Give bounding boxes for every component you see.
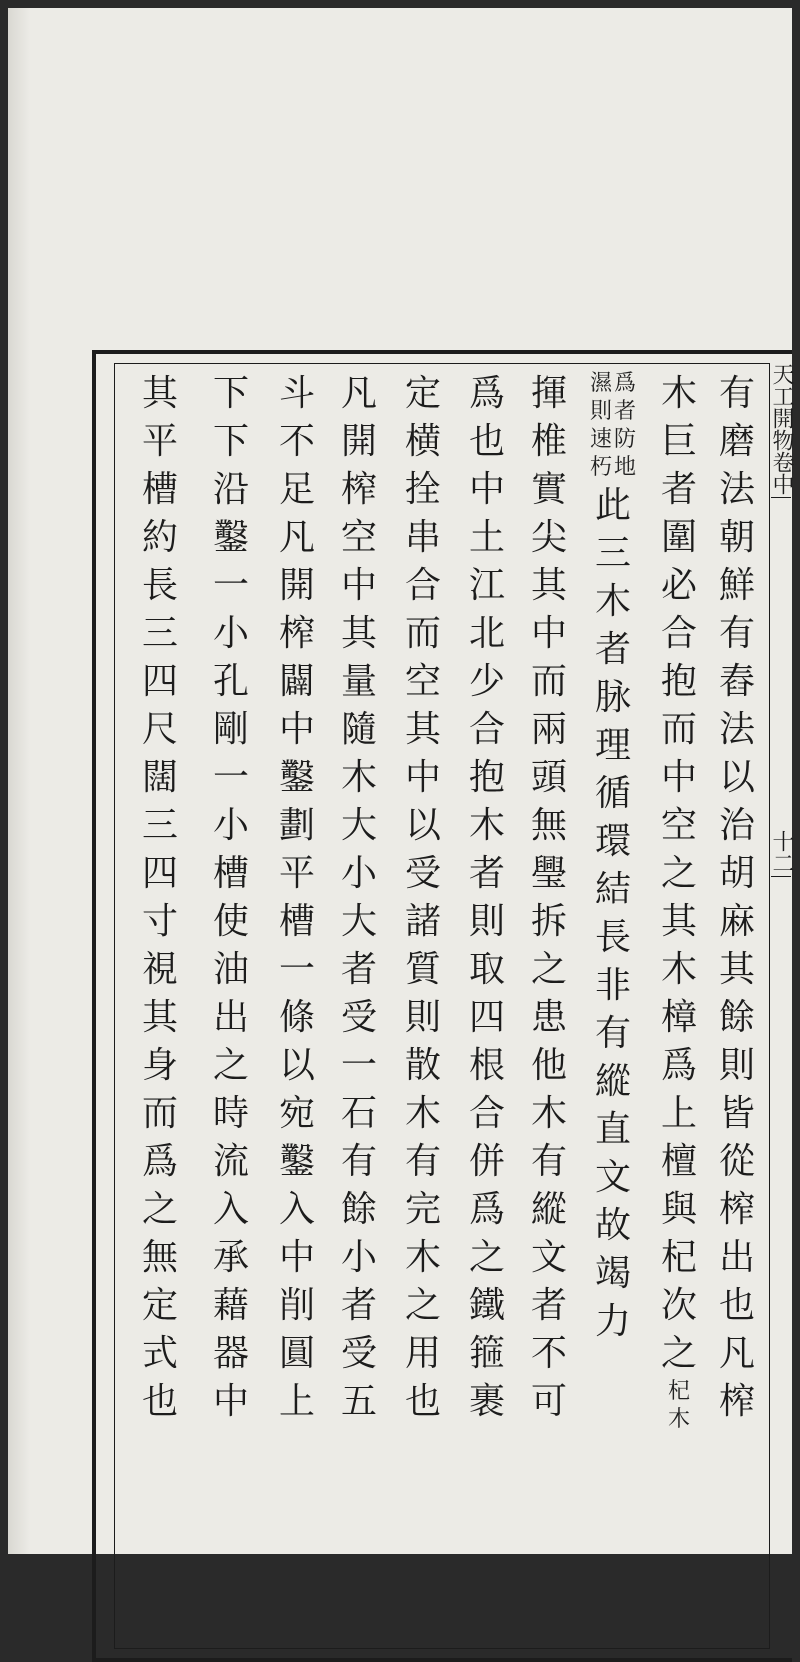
text-char: 無 xyxy=(530,805,567,846)
text-char: 抱 xyxy=(468,757,505,798)
text-char: 一 xyxy=(212,757,249,798)
text-char: 量 xyxy=(340,661,377,702)
text-char: 有 xyxy=(718,373,755,414)
page-spine-shadow xyxy=(8,8,30,1554)
text-char: 三 xyxy=(594,533,631,574)
text-char: 有 xyxy=(718,613,755,654)
text-char: 胡 xyxy=(718,853,755,894)
text-char: 木 xyxy=(530,1093,567,1134)
text-char: 而 xyxy=(404,613,441,654)
text-char: 可 xyxy=(530,1381,567,1422)
text-char: 空 xyxy=(660,805,697,846)
text-char: 凡 xyxy=(278,517,315,558)
text-char: 麻 xyxy=(718,901,755,942)
text-char: 非 xyxy=(594,965,631,1006)
gutter-volume: 卷中 xyxy=(769,451,794,495)
text-char: 劃 xyxy=(278,805,315,846)
text-char: 巨 xyxy=(660,421,697,462)
note-line xyxy=(590,370,612,482)
text-char: 開 xyxy=(340,421,377,462)
text-char: 法 xyxy=(718,709,755,750)
text-char: 串 xyxy=(404,517,441,558)
text-char: 下 xyxy=(212,373,249,414)
note-char: 者 xyxy=(614,399,637,424)
text-char: 實 xyxy=(530,469,567,510)
text-char: 身 xyxy=(141,1045,178,1086)
text-char: 定 xyxy=(141,1285,178,1326)
text-char: 也 xyxy=(141,1381,178,1422)
text-char: 江 xyxy=(468,565,505,606)
text-char: 椎 xyxy=(530,421,567,462)
text-char: 循 xyxy=(594,773,631,814)
text-column xyxy=(206,370,256,1660)
gutter-divider xyxy=(771,497,791,498)
text-char: 油 xyxy=(212,949,249,990)
text-char: 諸 xyxy=(404,901,441,942)
text-char: 之 xyxy=(530,949,567,990)
text-char: 木 xyxy=(468,805,505,846)
text-char: 之 xyxy=(141,1189,178,1230)
text-char: 杞 xyxy=(660,1237,697,1278)
note-char: 木 xyxy=(667,1407,690,1432)
text-char: 之 xyxy=(404,1285,441,1326)
text-char: 中 xyxy=(530,613,567,654)
text-char: 其 xyxy=(404,709,441,750)
text-char: 爲 xyxy=(468,1189,505,1230)
note-line xyxy=(614,370,636,482)
text-char: 闊 xyxy=(141,757,178,798)
text-char: 也 xyxy=(718,1285,755,1326)
text-char: 合 xyxy=(660,613,697,654)
text-char: 斗 xyxy=(278,373,315,414)
text-char: 法 xyxy=(718,469,755,510)
text-char: 裹 xyxy=(468,1381,505,1422)
text-char: 縱 xyxy=(530,1189,567,1230)
note-char: 速 xyxy=(589,427,612,452)
text-char: 朝 xyxy=(718,517,755,558)
text-column xyxy=(135,370,185,1660)
text-char: 尺 xyxy=(141,709,178,750)
text-char: 中 xyxy=(404,757,441,798)
text-char: 結 xyxy=(594,869,631,910)
text-char: 以 xyxy=(404,805,441,846)
text-column xyxy=(712,370,762,1660)
gutter-divider xyxy=(771,876,791,877)
text-char: 拆 xyxy=(530,901,567,942)
text-char: 大 xyxy=(340,805,377,846)
text-char: 受 xyxy=(340,997,377,1038)
text-char: 者 xyxy=(340,1285,377,1326)
text-char: 則 xyxy=(718,1045,755,1086)
text-char: 而 xyxy=(660,709,697,750)
text-char: 直 xyxy=(594,1109,631,1150)
text-char: 槽 xyxy=(212,853,249,894)
text-char: 尖 xyxy=(530,517,567,558)
text-char: 榨 xyxy=(278,613,315,654)
text-column xyxy=(462,370,512,1660)
text-char: 也 xyxy=(404,1381,441,1422)
text-char: 少 xyxy=(468,661,505,702)
text-char: 石 xyxy=(340,1093,377,1134)
text-char: 平 xyxy=(141,421,178,462)
text-char: 小 xyxy=(212,613,249,654)
text-column xyxy=(654,370,704,1660)
text-char: 拴 xyxy=(404,469,441,510)
text-char: 揮 xyxy=(530,373,567,414)
text-char: 爲 xyxy=(660,1045,697,1086)
text-char: 併 xyxy=(468,1141,505,1182)
page-gutter xyxy=(770,363,792,1649)
text-char: 榨 xyxy=(340,469,377,510)
text-char: 質 xyxy=(404,949,441,990)
text-char: 長 xyxy=(141,565,178,606)
text-char: 寸 xyxy=(141,901,178,942)
text-char: 舂 xyxy=(718,661,755,702)
text-char: 環 xyxy=(594,821,631,862)
text-char: 式 xyxy=(141,1333,178,1374)
text-char: 此 xyxy=(594,485,631,526)
text-char: 條 xyxy=(278,997,315,1038)
text-char: 皆 xyxy=(718,1093,755,1134)
text-char: 凡 xyxy=(340,373,377,414)
text-char: 以 xyxy=(718,757,755,798)
text-char: 無 xyxy=(141,1237,178,1278)
text-char: 小 xyxy=(340,1237,377,1278)
text-char: 者 xyxy=(468,853,505,894)
text-char: 爲 xyxy=(141,1141,178,1182)
text-char: 之 xyxy=(468,1237,505,1278)
text-char: 鑿 xyxy=(278,1141,315,1182)
note-line xyxy=(668,1378,690,1434)
text-char: 之 xyxy=(660,853,697,894)
note-char: 濕 xyxy=(589,371,612,396)
text-char: 承 xyxy=(212,1237,249,1278)
text-char: 中 xyxy=(660,757,697,798)
text-char: 其 xyxy=(141,373,178,414)
text-char: 餘 xyxy=(340,1189,377,1230)
text-char: 槽 xyxy=(141,469,178,510)
text-char: 理 xyxy=(594,725,631,766)
text-char: 之 xyxy=(660,1333,697,1374)
text-char: 入 xyxy=(212,1189,249,1230)
text-char: 受 xyxy=(340,1333,377,1374)
text-char: 鐵 xyxy=(468,1285,505,1326)
text-char: 定 xyxy=(404,373,441,414)
text-char: 三 xyxy=(141,805,178,846)
text-char: 隨 xyxy=(340,709,377,750)
text-char: 上 xyxy=(278,1381,315,1422)
text-char: 與 xyxy=(660,1189,697,1230)
text-char: 受 xyxy=(404,853,441,894)
text-char: 有 xyxy=(530,1141,567,1182)
text-char: 者 xyxy=(660,469,697,510)
text-char: 一 xyxy=(340,1045,377,1086)
text-char: 木 xyxy=(340,757,377,798)
text-char: 中 xyxy=(278,709,315,750)
text-char: 闢 xyxy=(278,661,315,702)
text-char: 三 xyxy=(141,613,178,654)
text-char: 流 xyxy=(212,1141,249,1182)
text-char: 有 xyxy=(404,1141,441,1182)
text-char: 樟 xyxy=(660,997,697,1038)
text-char: 有 xyxy=(594,1013,631,1054)
note-char: 朽 xyxy=(589,455,612,480)
text-char: 合 xyxy=(468,709,505,750)
text-char: 一 xyxy=(212,565,249,606)
text-char: 視 xyxy=(141,949,178,990)
text-char: 脉 xyxy=(594,677,631,718)
gutter-book-title: 天工開物 xyxy=(769,363,794,451)
text-char: 足 xyxy=(278,469,315,510)
text-char: 四 xyxy=(141,661,178,702)
text-char: 器 xyxy=(212,1333,249,1374)
text-char: 下 xyxy=(212,421,249,462)
text-char: 治 xyxy=(718,805,755,846)
text-char: 出 xyxy=(718,1237,755,1278)
text-char: 爲 xyxy=(468,373,505,414)
text-char: 約 xyxy=(141,517,178,558)
text-column xyxy=(524,370,574,1660)
text-char: 完 xyxy=(404,1189,441,1230)
text-char: 五 xyxy=(340,1381,377,1422)
text-char: 他 xyxy=(530,1045,567,1086)
text-char: 空 xyxy=(340,517,377,558)
text-char: 以 xyxy=(278,1045,315,1086)
text-char: 不 xyxy=(278,421,315,462)
text-char: 箍 xyxy=(468,1333,505,1374)
text-char: 開 xyxy=(278,565,315,606)
text-char: 餘 xyxy=(718,997,755,1038)
text-char: 合 xyxy=(404,565,441,606)
text-char: 孔 xyxy=(212,661,249,702)
text-char: 則 xyxy=(468,901,505,942)
text-char: 大 xyxy=(340,901,377,942)
text-char: 中 xyxy=(212,1381,249,1422)
text-column xyxy=(334,370,384,1660)
text-char: 鑿 xyxy=(212,517,249,558)
text-char: 有 xyxy=(340,1141,377,1182)
text-char: 則 xyxy=(404,997,441,1038)
text-char: 檀 xyxy=(660,1141,697,1182)
text-char: 其 xyxy=(718,949,755,990)
text-char: 者 xyxy=(530,1285,567,1326)
text-char: 合 xyxy=(468,1093,505,1134)
text-char: 必 xyxy=(660,565,697,606)
text-char: 入 xyxy=(278,1189,315,1230)
text-char: 四 xyxy=(141,853,178,894)
text-char: 從 xyxy=(718,1141,755,1182)
text-char: 頭 xyxy=(530,757,567,798)
text-char: 圓 xyxy=(278,1333,315,1374)
note-char: 杞 xyxy=(667,1379,690,1404)
text-char: 取 xyxy=(468,949,505,990)
text-char: 次 xyxy=(660,1285,697,1326)
text-char: 故 xyxy=(594,1205,631,1246)
text-char: 凡 xyxy=(718,1333,755,1374)
text-char: 槽 xyxy=(278,901,315,942)
text-char: 散 xyxy=(404,1045,441,1086)
text-char: 空 xyxy=(404,661,441,702)
text-char: 力 xyxy=(594,1301,631,1342)
text-char: 土 xyxy=(468,517,505,558)
interlinear-note xyxy=(590,370,636,482)
text-char: 不 xyxy=(530,1333,567,1374)
text-column xyxy=(272,370,322,1660)
text-char: 平 xyxy=(278,853,315,894)
text-char: 而 xyxy=(141,1093,178,1134)
text-char: 根 xyxy=(468,1045,505,1086)
text-char: 縱 xyxy=(594,1061,631,1102)
text-char: 患 xyxy=(530,997,567,1038)
text-char: 北 xyxy=(468,613,505,654)
text-char: 榨 xyxy=(718,1381,755,1422)
text-char: 中 xyxy=(340,565,377,606)
text-char: 小 xyxy=(212,805,249,846)
text-char: 文 xyxy=(530,1237,567,1278)
text-char: 長 xyxy=(594,917,631,958)
text-char: 也 xyxy=(468,421,505,462)
text-char: 木 xyxy=(404,1093,441,1134)
text-char: 者 xyxy=(340,949,377,990)
text-char: 宛 xyxy=(278,1093,315,1134)
text-char: 削 xyxy=(278,1285,315,1326)
text-char: 一 xyxy=(278,949,315,990)
text-char: 竭 xyxy=(594,1253,631,1294)
text-char: 木 xyxy=(404,1237,441,1278)
text-char: 沿 xyxy=(212,469,249,510)
text-char: 藉 xyxy=(212,1285,249,1326)
text-char: 鮮 xyxy=(718,565,755,606)
text-char: 之 xyxy=(212,1045,249,1086)
text-char: 小 xyxy=(340,853,377,894)
text-char: 用 xyxy=(404,1333,441,1374)
text-char: 榨 xyxy=(718,1189,755,1230)
text-char: 磨 xyxy=(718,421,755,462)
text-column xyxy=(398,370,448,1660)
text-char: 其 xyxy=(660,901,697,942)
text-char: 四 xyxy=(468,997,505,1038)
text-char: 横 xyxy=(404,421,441,462)
folio-number: 十二 xyxy=(769,830,794,874)
text-char: 木 xyxy=(660,949,697,990)
text-char: 出 xyxy=(212,997,249,1038)
text-char: 使 xyxy=(212,901,249,942)
text-char: 抱 xyxy=(660,661,697,702)
text-char: 木 xyxy=(594,581,631,622)
text-char: 而 xyxy=(530,661,567,702)
text-char: 其 xyxy=(340,613,377,654)
text-char: 璺 xyxy=(530,853,567,894)
note-char: 防 xyxy=(614,427,637,452)
text-char: 剛 xyxy=(212,709,249,750)
text-char: 其 xyxy=(530,565,567,606)
note-char: 爲 xyxy=(614,371,637,396)
text-char: 兩 xyxy=(530,709,567,750)
text-column xyxy=(588,370,638,1660)
note-char: 則 xyxy=(589,399,612,424)
text-char: 文 xyxy=(594,1157,631,1198)
text-char: 鑿 xyxy=(278,757,315,798)
text-char: 者 xyxy=(594,629,631,670)
text-char: 圍 xyxy=(660,517,697,558)
interlinear-note xyxy=(668,1378,690,1434)
text-char: 中 xyxy=(468,469,505,510)
text-char: 其 xyxy=(141,997,178,1038)
text-char: 時 xyxy=(212,1093,249,1134)
text-char: 上 xyxy=(660,1093,697,1134)
note-char: 地 xyxy=(614,455,637,480)
text-char: 中 xyxy=(278,1237,315,1278)
text-char: 木 xyxy=(660,373,697,414)
